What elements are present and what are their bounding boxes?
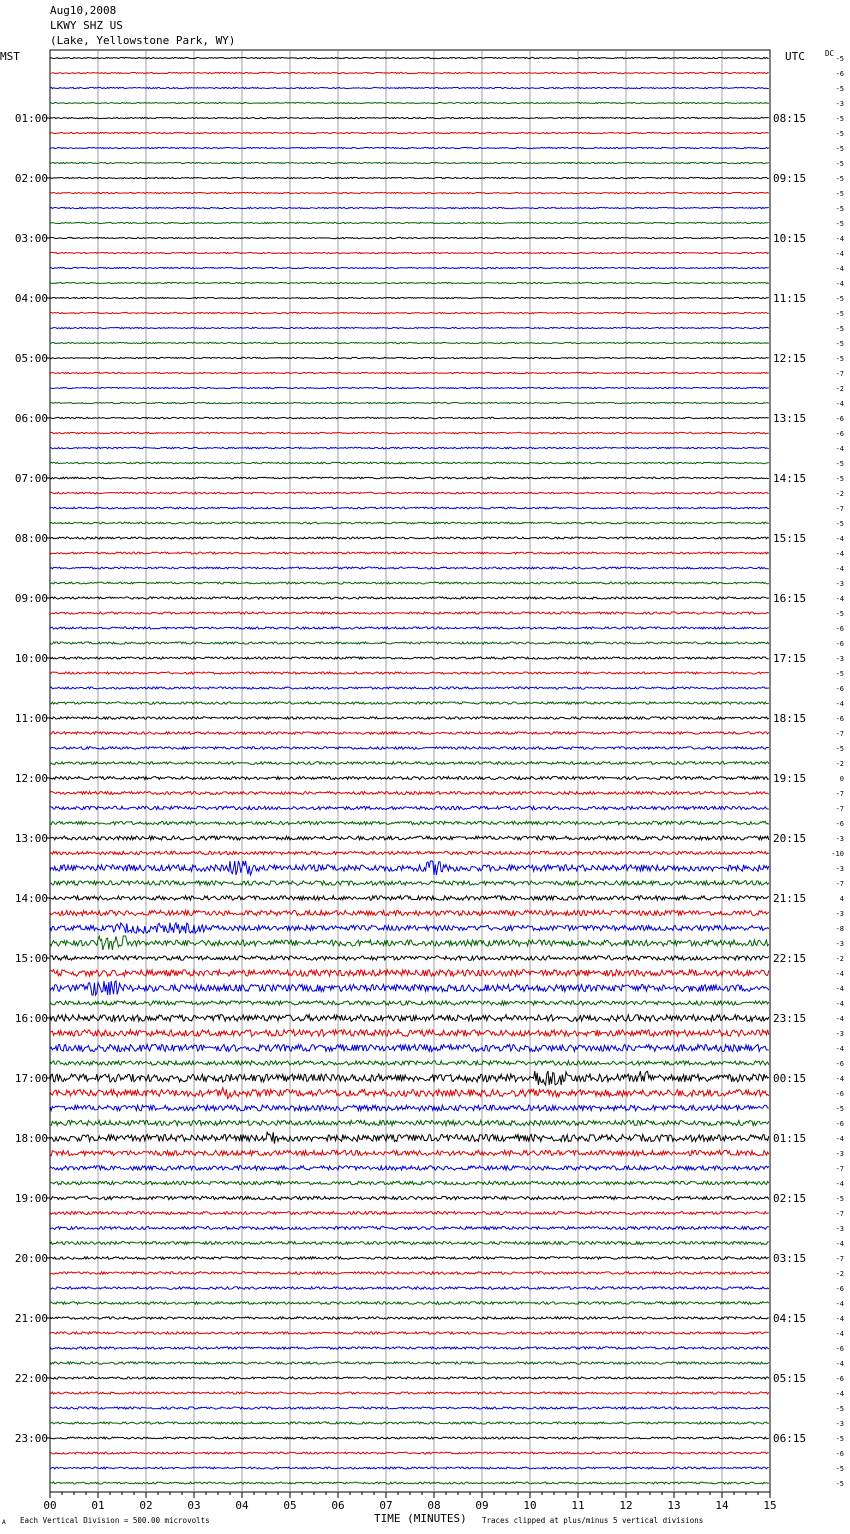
dc-offset-label: -7: [835, 790, 844, 798]
seismic-trace: [50, 537, 769, 539]
seismic-trace: [50, 1317, 769, 1319]
x-tick-label: 02: [139, 1499, 153, 1512]
x-tick-label: 15: [763, 1499, 777, 1512]
dc-offset-label: -6: [835, 1345, 844, 1353]
dc-offset-label: -3: [835, 100, 844, 108]
right-hour-label: 01:15: [773, 1132, 807, 1145]
dc-offset-label: -5: [835, 160, 844, 168]
dc-offset-label: -4: [835, 1300, 844, 1308]
x-tick-label: 13: [667, 1499, 681, 1512]
left-hour-label: 22:00: [14, 1372, 48, 1385]
seismic-trace: [50, 87, 769, 88]
dc-offset-label: -5: [835, 55, 844, 63]
dc-offset-label: -3: [835, 1150, 844, 1158]
x-tick-label: 00: [43, 1499, 57, 1512]
dc-offset-label: -2: [835, 490, 844, 498]
dc-offset-label: -7: [835, 880, 844, 888]
seismic-trace: [50, 1467, 769, 1469]
seismic-trace: [50, 492, 769, 494]
dc-offset-label: -4: [835, 970, 844, 978]
seismic-trace: [50, 1001, 769, 1005]
seismic-trace: [50, 732, 769, 735]
dc-offset-label: -5: [835, 610, 844, 618]
seismic-trace: [50, 1407, 769, 1409]
left-hour-label: 01:00: [14, 112, 48, 125]
x-tick-label: 03: [187, 1499, 201, 1512]
dc-offset-label: -4: [835, 550, 844, 558]
seismic-trace: [50, 1211, 769, 1214]
seismic-trace: [50, 717, 769, 719]
left-hour-label: 20:00: [14, 1252, 48, 1265]
dc-offset-label: 0: [839, 775, 844, 783]
left-hour-label: 02:00: [14, 172, 48, 185]
dc-offset-label: -5: [835, 1405, 844, 1413]
seismic-trace: [50, 776, 769, 779]
seismic-trace: [50, 147, 769, 148]
seismic-trace: [50, 297, 769, 298]
right-hour-label: 11:15: [773, 292, 807, 305]
dc-offset-label: -6: [835, 715, 844, 723]
dc-offset-label: -7: [835, 805, 844, 813]
dc-offset-label: -3: [835, 1030, 844, 1038]
left-hour-label: 13:00: [14, 832, 48, 845]
seismic-trace: [50, 417, 769, 419]
right-hour-label: 19:15: [773, 772, 807, 785]
dc-offset-label: -3: [835, 865, 844, 873]
dc-offset-label: -5: [835, 115, 844, 123]
dc-offset-label: -4: [835, 1075, 844, 1083]
right-hour-label: 12:15: [773, 352, 807, 365]
dc-offset-label: -6: [835, 1285, 844, 1293]
dc-offset-label: -5: [835, 1195, 844, 1203]
dc-offset-label: -6: [835, 1375, 844, 1383]
seismic-trace: [50, 222, 769, 223]
seismic-trace: [50, 1030, 769, 1037]
dc-offset-label: -3: [835, 835, 844, 843]
right-hour-label: 22:15: [773, 952, 807, 965]
seismic-trace: [50, 1166, 769, 1170]
dc-offset-label: -3: [835, 940, 844, 948]
seismic-trace: [50, 357, 769, 358]
dc-offset-label: -6: [835, 685, 844, 693]
dc-offset-label: -4: [835, 1000, 844, 1008]
dc-offset-label: -4: [835, 1045, 844, 1053]
dc-offset-label: -6: [835, 430, 844, 438]
dc-offset-label: -5: [835, 130, 844, 138]
seismic-trace: [50, 1422, 769, 1424]
dc-offset-label: -5: [835, 1105, 844, 1113]
x-tick-label: 09: [475, 1499, 489, 1512]
seismic-trace: [50, 1272, 769, 1275]
dc-offset-label: -5: [835, 205, 844, 213]
seismic-trace: [50, 1015, 769, 1022]
seismic-trace: [50, 1377, 769, 1379]
seismic-trace: [50, 582, 769, 584]
left-hour-label: 11:00: [14, 712, 48, 725]
right-hour-label: 09:15: [773, 172, 807, 185]
dc-offset-label: -7: [835, 505, 844, 513]
dc-offset-label: -5: [835, 460, 844, 468]
seismic-trace: [50, 762, 769, 765]
dc-offset-label: -6: [835, 820, 844, 828]
dc-offset-label: -2: [835, 385, 844, 393]
dc-offset-label: -3: [835, 1420, 844, 1428]
dc-offset-label: -7: [835, 730, 844, 738]
right-hour-label: 17:15: [773, 652, 807, 665]
dc-offset-label: -5: [835, 355, 844, 363]
seismic-trace: [50, 387, 769, 388]
x-tick-label: 04: [235, 1499, 249, 1512]
dc-offset-label: -7: [835, 1210, 844, 1218]
left-hour-label: 04:00: [14, 292, 48, 305]
dc-offset-label: -5: [835, 85, 844, 93]
dc-offset-label: -5: [835, 475, 844, 483]
seismic-trace: [50, 1362, 769, 1364]
dc-offset-label: -4: [835, 1360, 844, 1368]
dc-offset-label: -5: [835, 325, 844, 333]
right-hour-label: 13:15: [773, 412, 807, 425]
left-hour-label: 14:00: [14, 892, 48, 905]
x-axis-title: TIME (MINUTES): [374, 1512, 467, 1525]
seismic-trace: [50, 237, 769, 238]
dc-offset-label: -4: [835, 700, 844, 708]
seismic-trace: [50, 1482, 769, 1484]
left-hour-label: 07:00: [14, 472, 48, 485]
dc-offset-label: -4: [835, 985, 844, 993]
seismic-trace: [50, 821, 769, 825]
dc-offset-label: -7: [835, 370, 844, 378]
seismic-trace: [50, 372, 769, 373]
dc-offset-label: -4: [835, 1240, 844, 1248]
dc-offset-label: -2: [835, 955, 844, 963]
dc-offset-label: -7: [835, 1165, 844, 1173]
seismic-trace: [50, 447, 769, 449]
seismic-trace: [50, 672, 769, 674]
dc-offset-label: -4: [835, 400, 844, 408]
seismic-trace: [50, 327, 769, 328]
left-timezone-label: MST: [0, 50, 20, 63]
dc-offset-label: -4: [835, 535, 844, 543]
left-hour-label: 05:00: [14, 352, 48, 365]
dc-offset-label: -5: [835, 1465, 844, 1473]
right-hour-label: 16:15: [773, 592, 807, 605]
dc-offset-label: -3: [835, 910, 844, 918]
seismic-trace: [50, 1088, 769, 1099]
seismic-trace: [50, 936, 769, 950]
seismic-trace: [50, 881, 769, 885]
right-hour-label: 04:15: [773, 1312, 807, 1325]
seismic-trace: [50, 1257, 769, 1260]
seismic-trace: [50, 1120, 769, 1125]
seismic-trace: [50, 687, 769, 689]
seismic-trace: [50, 1347, 769, 1349]
seismic-trace: [50, 1226, 769, 1229]
dc-offset-label: -4: [835, 1390, 844, 1398]
seismic-trace: [50, 267, 769, 268]
seismic-trace: [50, 1332, 769, 1334]
seismic-trace: [50, 342, 769, 343]
dc-offset-label: -5: [835, 220, 844, 228]
right-hour-label: 02:15: [773, 1192, 807, 1205]
dc-offset-label: -3: [835, 1225, 844, 1233]
seismic-trace: [50, 851, 769, 855]
dc-offset-label: -4: [835, 565, 844, 573]
dc-offset-label: -8: [835, 925, 844, 933]
dc-offset-label: -6: [835, 625, 844, 633]
x-tick-label: 01: [91, 1499, 105, 1512]
seismic-trace: [50, 402, 769, 403]
dc-offset-label: 4: [839, 895, 844, 903]
seismic-trace: [50, 1452, 769, 1454]
dc-offset-label: -4: [835, 265, 844, 273]
dc-offset-label: -4: [835, 1330, 844, 1338]
dc-offset-label: -5: [835, 190, 844, 198]
dc-offset-label: -5: [835, 670, 844, 678]
seismic-trace: [50, 282, 769, 283]
dc-offset-label: -4: [835, 1180, 844, 1188]
seismic-trace: [50, 567, 769, 569]
seismic-trace: [50, 923, 769, 934]
seismic-trace: [50, 612, 769, 614]
right-hour-label: 14:15: [773, 472, 807, 485]
dc-offset-label: -10: [831, 850, 844, 858]
dc-offset-label: -5: [835, 745, 844, 753]
seismic-trace: [50, 477, 769, 479]
left-hour-label: 17:00: [14, 1072, 48, 1085]
left-hour-label: 21:00: [14, 1312, 48, 1325]
left-hour-label: 06:00: [14, 412, 48, 425]
x-tick-label: 14: [715, 1499, 729, 1512]
scale-note: Each Vertical Division = 500.00 microvolts: [20, 1516, 210, 1525]
seismic-trace: [50, 861, 769, 875]
seismic-trace: [50, 207, 769, 208]
seismic-trace: [50, 896, 769, 900]
seismic-trace: [50, 57, 769, 58]
seismic-trace: [50, 117, 769, 118]
dc-offset-label: -7: [835, 1255, 844, 1263]
clip-note: Traces clipped at plus/minus 5 vertical divisions: [482, 1516, 704, 1525]
x-tick-label: 11: [571, 1499, 585, 1512]
left-hour-label: 18:00: [14, 1132, 48, 1145]
x-tick-label: 10: [523, 1499, 537, 1512]
left-hour-label: 09:00: [14, 592, 48, 605]
seismic-trace: [50, 162, 769, 163]
dc-offset-label: -2: [835, 1270, 844, 1278]
dc-offset-label: -5: [835, 520, 844, 528]
dc-offset-label: -5: [835, 340, 844, 348]
seismic-trace: [50, 657, 769, 659]
right-timezone-label: UTC: [785, 50, 805, 63]
seismic-trace: [50, 507, 769, 509]
seismic-trace: [50, 956, 769, 960]
dc-offset-label: -4: [835, 445, 844, 453]
left-hour-label: 12:00: [14, 772, 48, 785]
dc-offset-header: DC: [825, 49, 835, 58]
right-hour-label: 06:15: [773, 1432, 807, 1445]
seismic-trace: [50, 806, 769, 810]
dc-offset-label: -3: [835, 580, 844, 588]
right-hour-label: 20:15: [773, 832, 807, 845]
seismic-trace: [50, 1287, 769, 1290]
seismic-trace: [50, 1241, 769, 1244]
seismic-trace: [50, 1132, 769, 1143]
right-hour-label: 03:15: [773, 1252, 807, 1265]
right-hour-label: 18:15: [773, 712, 807, 725]
right-hour-label: 05:15: [773, 1372, 807, 1385]
right-hour-label: 08:15: [773, 112, 807, 125]
seismic-trace: [50, 836, 769, 840]
dc-offset-label: -6: [835, 415, 844, 423]
left-hour-label: 10:00: [14, 652, 48, 665]
seismic-trace: [50, 981, 769, 995]
seismic-trace: [50, 72, 769, 73]
seismic-trace: [50, 1181, 769, 1185]
seismic-trace: [50, 1437, 769, 1439]
x-tick-label: 06: [331, 1499, 345, 1512]
dc-offset-label: -4: [835, 1315, 844, 1323]
dc-offset-label: -4: [835, 1135, 844, 1143]
dc-offset-label: -4: [835, 595, 844, 603]
seismic-trace: [50, 1061, 769, 1065]
dc-offset-label: -5: [835, 295, 844, 303]
dc-offset-label: -4: [835, 1015, 844, 1023]
seismic-trace: [50, 552, 769, 554]
seismic-trace: [50, 791, 769, 794]
corner-mark: A: [2, 1519, 6, 1526]
seismic-trace: [50, 642, 769, 644]
seismic-trace: [50, 1044, 769, 1051]
seismic-trace: [50, 1071, 769, 1085]
seismic-trace: [50, 1105, 769, 1111]
seismic-trace: [50, 432, 769, 434]
dc-offset-label: -4: [835, 280, 844, 288]
right-hour-label: 00:15: [773, 1072, 807, 1085]
left-hour-label: 23:00: [14, 1432, 48, 1445]
left-hour-label: 15:00: [14, 952, 48, 965]
seismic-trace: [50, 252, 769, 253]
plot-frame: [50, 50, 770, 1492]
left-hour-label: 19:00: [14, 1192, 48, 1205]
x-tick-label: 12: [619, 1499, 633, 1512]
seismic-trace: [50, 1302, 769, 1305]
seismic-trace: [50, 970, 769, 977]
station-code: LKWY SHZ US: [50, 19, 123, 32]
right-hour-label: 10:15: [773, 232, 807, 245]
dc-offset-label: -6: [835, 1090, 844, 1098]
seismic-trace: [50, 177, 769, 178]
seismic-trace: [50, 132, 769, 133]
dc-offset-label: -6: [835, 1450, 844, 1458]
dc-offset-label: -5: [835, 310, 844, 318]
station-location: (Lake, Yellowstone Park, WY): [50, 34, 236, 47]
dc-offset-label: -4: [835, 235, 844, 243]
right-hour-label: 21:15: [773, 892, 807, 905]
left-hour-label: 08:00: [14, 532, 48, 545]
x-tick-label: 05: [283, 1499, 297, 1512]
x-tick-label: 07: [379, 1499, 393, 1512]
dc-offset-label: -6: [835, 640, 844, 648]
seismic-trace: [50, 1392, 769, 1394]
dc-offset-label: -3: [835, 655, 844, 663]
dc-offset-label: -5: [835, 145, 844, 153]
seismic-trace: [50, 702, 769, 704]
dc-offset-label: -5: [835, 175, 844, 183]
left-hour-label: 16:00: [14, 1012, 48, 1025]
right-hour-label: 15:15: [773, 532, 807, 545]
plot-date: Aug10,2008: [50, 4, 117, 17]
seismic-trace: [50, 102, 769, 103]
seismic-trace: [50, 597, 769, 599]
dc-offset-label: -5: [835, 1480, 844, 1488]
seismic-trace: [50, 747, 769, 750]
dc-offset-label: -6: [835, 1060, 844, 1068]
dc-offset-label: -6: [835, 1120, 844, 1128]
dc-offset-label: -2: [835, 760, 844, 768]
seismic-trace: [50, 462, 769, 464]
seismic-trace: [50, 312, 769, 313]
left-hour-label: 03:00: [14, 232, 48, 245]
x-tick-label: 08: [427, 1499, 441, 1512]
seismic-trace: [50, 627, 769, 629]
seismic-trace: [50, 192, 769, 193]
seismic-trace: [50, 522, 769, 524]
seismic-trace: [50, 1196, 769, 1199]
dc-offset-label: -5: [835, 1435, 844, 1443]
seismic-trace: [50, 910, 769, 915]
dc-offset-label: -4: [835, 250, 844, 258]
right-hour-label: 23:15: [773, 1012, 807, 1025]
seismic-trace: [50, 1150, 769, 1155]
dc-offset-label: -6: [835, 70, 844, 78]
